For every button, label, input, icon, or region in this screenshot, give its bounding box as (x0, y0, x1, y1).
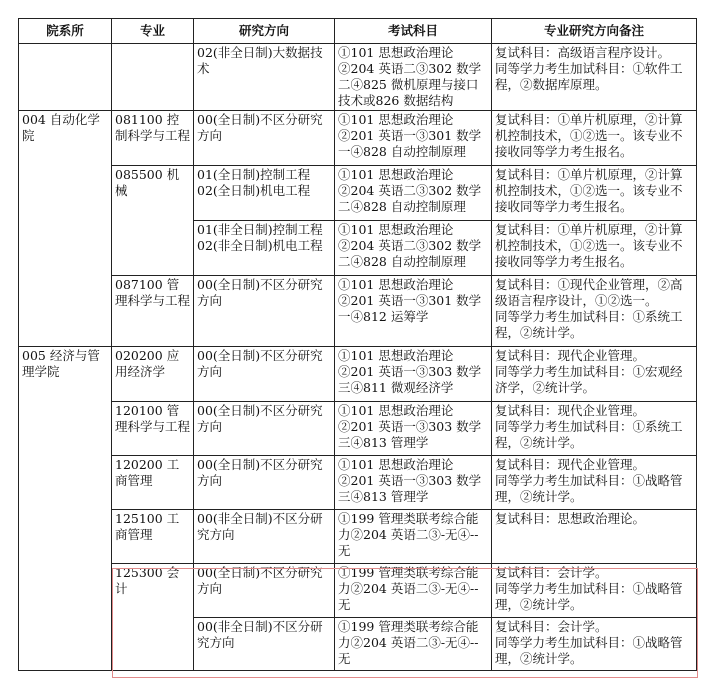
table-row (19, 402, 697, 456)
subjects-cell: ①101 思想政治理论②201 英语一③301 数学一④812 运筹学 (335, 276, 492, 347)
notes-cell: 复试科目：会计学。 同等学力考生加试科目：①战略管理，②统计学。 (492, 564, 697, 618)
direction-cell: 00(全日制)不区分研究方向 (194, 276, 335, 347)
direction-cell: 00(全日制)不区分研究方向 (194, 402, 335, 456)
notes-cell: 复试科目：①现代企业管理，②高级语言程序设计，①②选一。 同等学力考生加试科目：①系统工程，②统计学。 (492, 276, 697, 347)
subjects-cell: ①101 思想政治理论②204 英语二③302 数学二④828 自动控制原理 (335, 166, 492, 221)
direction-cell: 01(全日制)控制工程 02(全日制)机电工程 (194, 166, 335, 221)
table-row (19, 510, 697, 564)
subjects-cell: ①101 思想政治理论②201 英语一③301 数学一④828 自动控制原理 (335, 111, 492, 166)
subjects-cell: ①199 管理类联考综合能力②204 英语二③-无④--无 (335, 510, 492, 564)
subjects-cell: ①199 管理类联考综合能力②204 英语二③-无④--无 (335, 564, 492, 618)
subjects-cell: ①199 管理类联考综合能力②204 英语二③-无④--无 (335, 618, 492, 671)
table-row (19, 276, 697, 347)
header-major: 专业 (112, 19, 194, 44)
major-cell: 125100 工商管理 (112, 510, 194, 564)
notes-cell: 复试科目：现代企业管理。 同等学力考生加试科目：①系统工程，②统计学。 (492, 402, 697, 456)
table-row (19, 111, 697, 166)
notes-cell: 复试科目：①单片机原理，②计算机控制技术，①②选一。该专业不接收同等学力考生报名。 (492, 111, 697, 166)
department-cell: 004 自动化学院 (19, 111, 112, 347)
enrollment-table (18, 18, 697, 671)
header-department: 院系所 (19, 19, 112, 44)
major-cell: 087100 管理科学与工程 (112, 276, 194, 347)
subjects-cell: ①101 思想政治理论②201 英语一③303 数学三④813 管理学 (335, 456, 492, 510)
notes-cell: 复试科目：会计学。 同等学力考生加试科目：①战略管理，②统计学。 (492, 618, 697, 671)
table-row (19, 166, 697, 221)
major-cell: 020200 应用经济学 (112, 347, 194, 402)
notes-cell: 复试科目：①单片机原理，②计算机控制技术，①②选一。该专业不接收同等学力考生报名。 (492, 221, 697, 276)
major-cell: 120100 管理科学与工程 (112, 402, 194, 456)
subjects-cell: ①101 思想政治理论②204 英语二③302 数学二④828 自动控制原理 (335, 221, 492, 276)
header-subjects: 考试科目 (335, 19, 492, 44)
direction-cell: 00(全日制)不区分研究方向 (194, 456, 335, 510)
direction-cell: 00(非全日制)不区分研究方向 (194, 510, 335, 564)
department-cell: 005 经济与管理学院 (19, 347, 112, 671)
notes-cell: 复试科目：高级语言程序设计。 同等学力考生加试科目：①软件工程，②数据库原理。 (492, 44, 697, 111)
subjects-cell: ①101 思想政治理论②201 英语一③303 数学三④813 管理学 (335, 402, 492, 456)
major-cell: 081100 控制科学与工程 (112, 111, 194, 166)
notes-cell: 复试科目：①单片机原理，②计算机控制技术，①②选一。该专业不接收同等学力考生报名。 (492, 166, 697, 221)
major-cell (112, 44, 194, 111)
header-notes: 专业研究方向备注 (492, 19, 697, 44)
department-cell (19, 44, 112, 111)
direction-cell: 01(非全日制)控制工程 02(非全日制)机电工程 (194, 221, 335, 276)
notes-cell: 复试科目：现代企业管理。 同等学力考生加试科目：①宏观经济学，②统计学。 (492, 347, 697, 402)
table-header-row (19, 19, 697, 44)
subjects-cell: ①101 思想政治理论②201 英语一③303 数学三④811 微观经济学 (335, 347, 492, 402)
table-row (19, 564, 697, 618)
major-cell: 085500 机械 (112, 166, 194, 276)
direction-cell: 00(全日制)不区分研究方向 (194, 347, 335, 402)
notes-cell: 复试科目：思想政治理论。 (492, 510, 697, 564)
header-direction: 研究方向 (194, 19, 335, 44)
direction-cell: 00(非全日制)不区分研究方向 (194, 618, 335, 671)
major-cell: 120200 工商管理 (112, 456, 194, 510)
direction-cell: 00(全日制)不区分研究方向 (194, 111, 335, 166)
table-row (19, 347, 697, 402)
major-cell: 125300 会计 (112, 564, 194, 671)
table-row (19, 456, 697, 510)
table-row (19, 44, 697, 111)
direction-cell: 02(非全日制)大数据技术 (194, 44, 335, 111)
subjects-cell: ①101 思想政治理论②204 英语二③302 数学二④825 微机原理与接口技术或826 数据结构 (335, 44, 492, 111)
direction-cell: 00(全日制)不区分研究方向 (194, 564, 335, 618)
notes-cell: 复试科目：现代企业管理。 同等学力考生加试科目：①战略管理，②统计学。 (492, 456, 697, 510)
